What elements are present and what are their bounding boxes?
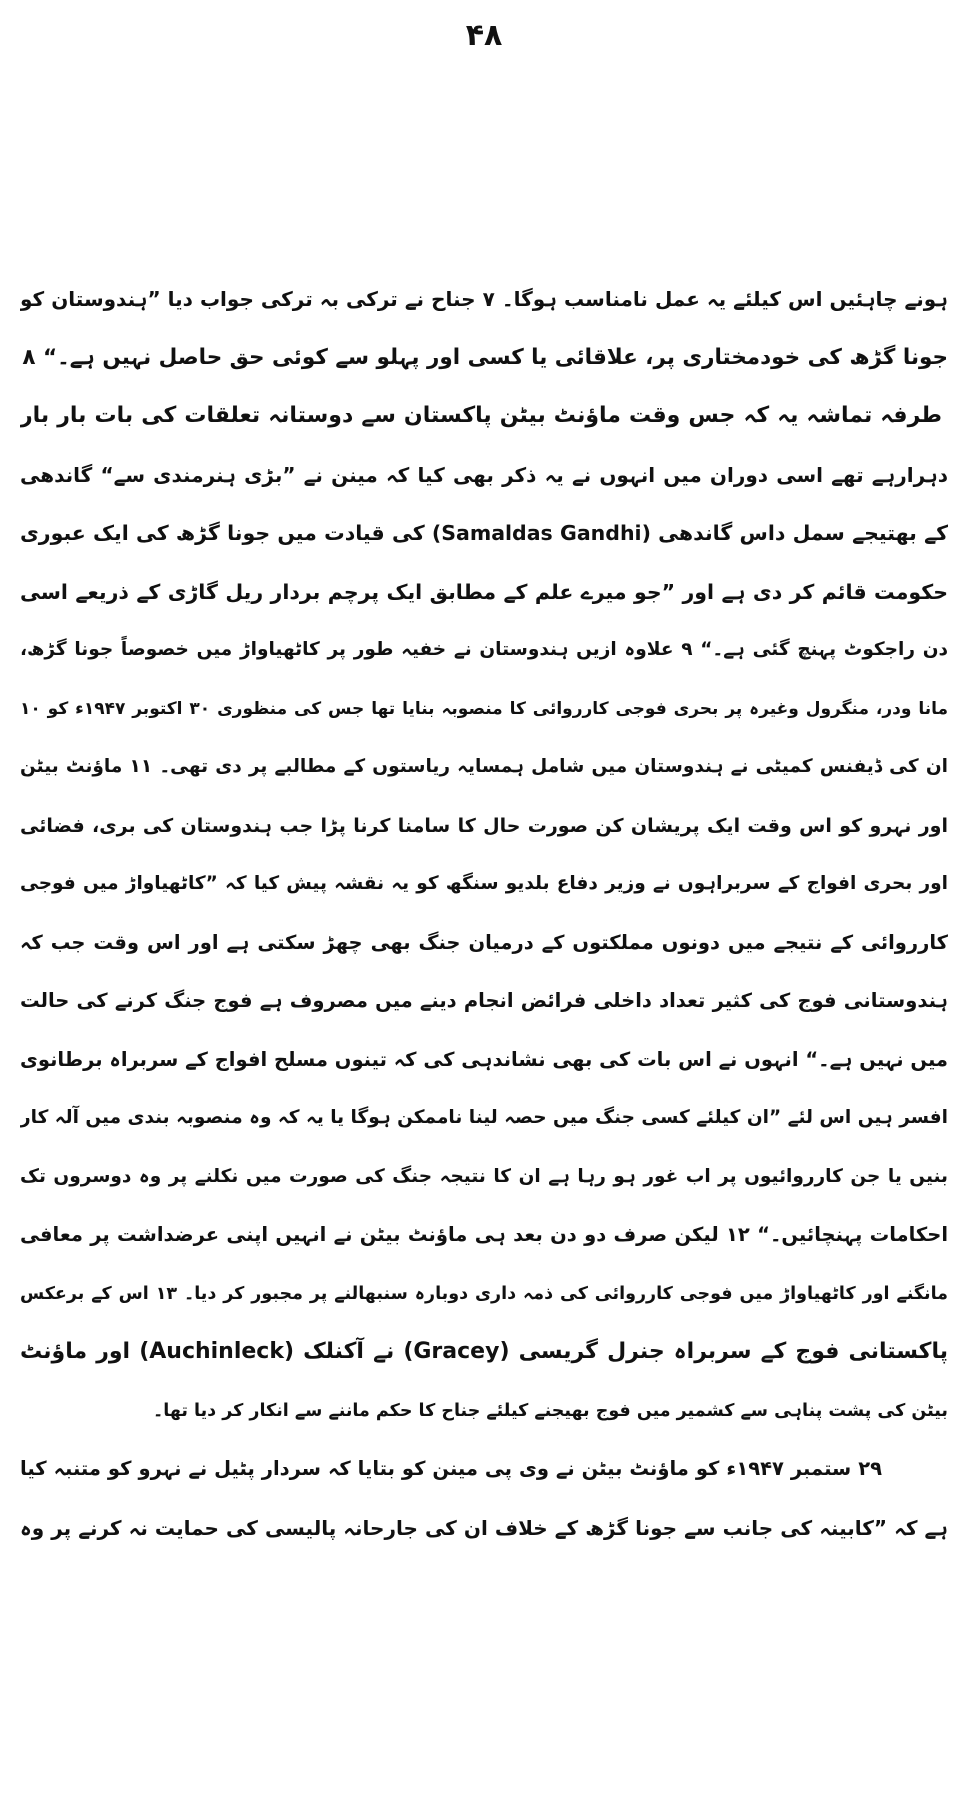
- text-line: ہندوستانی فوج کی کثیر تعداد داخلی فرائض انجام دینے میں مصروف ہے فوج جنگ کرنے کی حالت: [20, 989, 948, 1012]
- text-line: اور بحری افواج کے سربراہوں نے وزیر دفاع بلدیو سنگھ کو یہ نقشہ پیش کیا کہ ”کاٹھیاواڑ میں فوجی: [20, 873, 948, 894]
- text-line: افسر ہیں اس لئے ”ان کیلئے کسی جنگ میں حصہ لینا ناممکن ہوگا یا یہ کہ وہ منصوبہ بندی میں آلہ کار: [20, 1107, 948, 1128]
- text-line: ہے کہ ”کابینہ کی جانب سے جونا گڑھ کے خلاف ان کی جارحانہ پالیسی کی حمایت نہ کرنے پر وہ: [20, 1515, 948, 1540]
- text-line: حکومت قائم کر دی ہے اور ”جو میرے علم کے مطابق ایک پرچم بردار ریل گاڑی کے ذریعے اسی: [20, 579, 948, 604]
- text-line: احکامات پہنچائیں۔“ ۱۲ لیکن صرف دو دن بعد ہی ماؤنٹ بیٹن نے انہیں اپنی عرضداشت پر معافی: [20, 1223, 948, 1246]
- text-line: جونا گڑھ کی خودمختاری پر، علاقائی یا کسی اور پہلو سے کوئی حق حاصل نہیں ہے۔“ ۸: [22, 344, 948, 370]
- text-line: بنیں یا جن کارروائیوں پر اب غور ہو رہا ہے ان کا نتیجہ جنگ کی صورت میں نکلنے پر وہ دوسروں تک: [20, 1165, 948, 1187]
- text-line: بیٹن کی پشت پناہی سے کشمیر میں فوج بھیجنے کیلئے جناح کا حکم ماننے سے انکار کر دیا تھا۔: [153, 1400, 948, 1421]
- text-line: کارروائی کے نتیجے میں دونوں مملکتوں کے درمیان جنگ بھی چھڑ سکتی ہے اور اس وقت جب کہ: [20, 930, 948, 954]
- text-line: مانا ودر، منگرول وغیرہ پر بحری فوجی کارروائی کا منصوبہ بنایا تھا جس کی منظوری ۳۰ اکتوبر ۱۹۴۷ء کو ۱۰: [20, 698, 948, 719]
- text-line: ان کی ڈیفنس کمیٹی نے ہندوستان میں شامل ہمسایہ ریاستوں کے مطالبے پر دی تھی۔ ۱۱ ماؤنٹ بیٹن: [20, 756, 948, 777]
- text-line: اور نہرو کو اس وقت ایک پریشان کن صورت حال کا سامنا کرنا پڑا جب ہندوستان کی بری، فضائی: [20, 814, 948, 837]
- text-line: ۲۹ ستمبر ۱۹۴۷ء کو ماؤنٹ بیٹن نے وی پی مینن کو بتایا کہ سردار پٹیل نے نہرو کو متنبہ کیا: [20, 1457, 882, 1480]
- text-line: پاکستانی فوج کے سربراہ جنرل گریسی (Gracey) نے آکنلک (Auchinleck) اور ماؤنٹ: [20, 1339, 948, 1364]
- text-line: ہونے چاہئیں اس کیلئے یہ عمل نامناسب ہوگا۔ ۷ جناح نے ترکی بہ ترکی جواب دیا ”ہندوستان کو: [20, 287, 948, 311]
- text-line: دن راجکوٹ پہنچ گئی ہے۔“ ۹ علاوہ ازیں ہندوستان نے خفیہ طور پر کاٹھیاواڑ میں خصوصاً جونا گڑھ،: [20, 639, 948, 660]
- text-line: طرفہ تماشہ یہ کہ جس وقت ماؤنٹ بیٹن پاکستان سے دوستانہ تعلقات کی بات بار بار: [20, 403, 942, 428]
- body-text: [20, 270, 948, 1557]
- text-line: میں نہیں ہے۔“ انہوں نے اس بات کی بھی نشاندہی کی کہ تینوں مسلح افواج کے سربراہ برطانوی: [20, 1047, 948, 1071]
- text-line: کے بھتیجے سمل داس گاندھی (Samaldas Gandhi) کی قیادت میں جونا گڑھ کی ایک عبوری: [20, 521, 948, 545]
- text-line: دہرارہے تھے اسی دوران میں انہوں نے یہ ذکر بھی کیا کہ مینن نے ”بڑی ہنرمندی سے“ گاندھی: [20, 462, 948, 487]
- text-line: مانگنے اور کاٹھیاواڑ میں فوجی کارروائی کی ذمہ داری دوبارہ سنبھالنے پر مجبور کر دیا۔ ۱۳ اس کے برعکس: [20, 1283, 948, 1304]
- page-number: ۴۸: [465, 18, 503, 53]
